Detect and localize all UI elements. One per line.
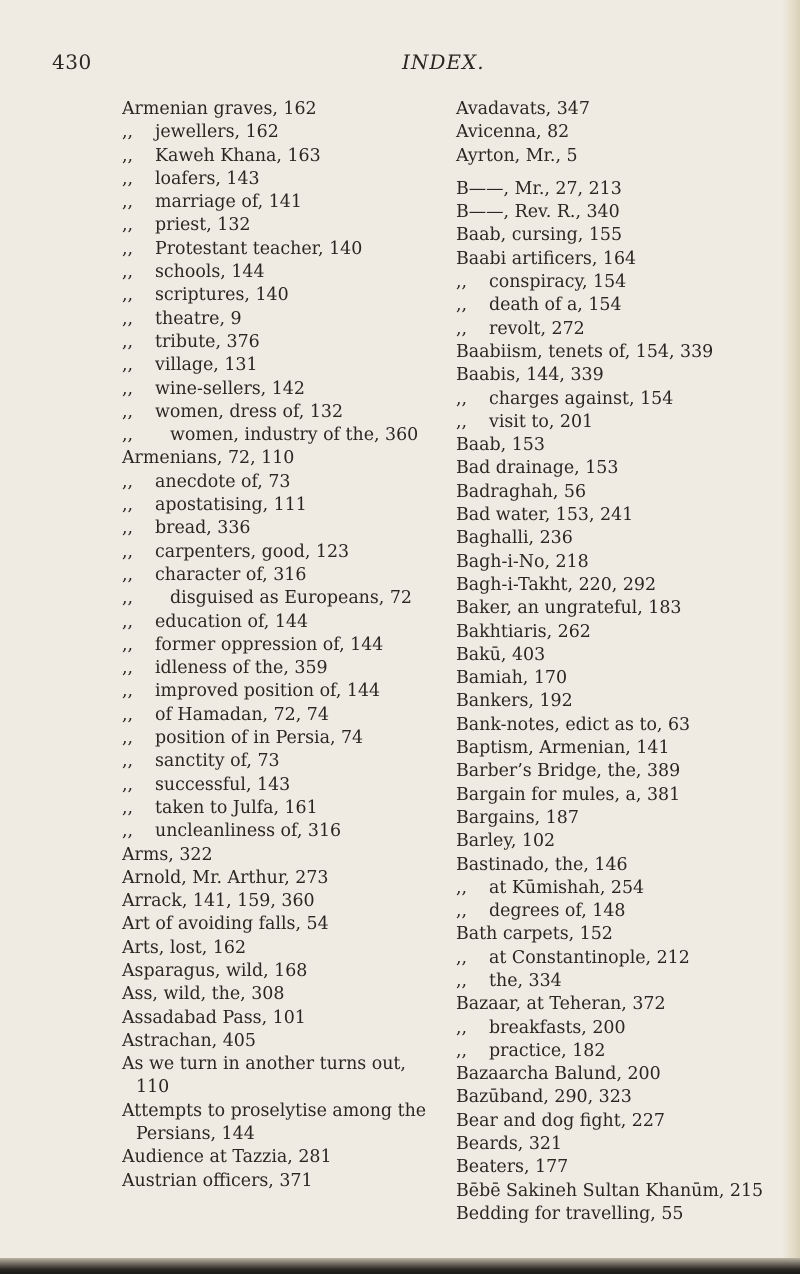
- entry-text: Bamiah, 170: [456, 668, 568, 689]
- entry-text: Baker, an ungrateful, 183: [456, 598, 682, 619]
- entry-text: conspiracy, 154: [489, 272, 627, 293]
- index-entry: [456, 201, 796, 224]
- entry-text: scriptures, 140: [155, 285, 289, 306]
- entry-text: Bazaarcha Balund, 200: [456, 1064, 661, 1085]
- entry-text: marriage of, 141: [155, 192, 302, 213]
- running-title: INDEX.: [402, 50, 485, 74]
- entry-text: As we turn in another turns out, 110: [122, 1054, 406, 1098]
- entry-text: Astrachan, 405: [122, 1030, 256, 1051]
- entry-text: Avicenna, 82: [456, 122, 570, 143]
- index-entry: [122, 937, 434, 960]
- entry-text: at Constantinople, 212: [489, 947, 690, 968]
- entry-text: Baab, cursing, 155: [456, 225, 623, 246]
- entry-text: Bedding for travelling, 55: [456, 1203, 684, 1224]
- entry-text: Baghalli, 236: [456, 528, 573, 549]
- entry-text: successful, 143: [155, 774, 291, 795]
- entry-text: Protestant teacher, 140: [155, 238, 363, 259]
- index-entry: [456, 527, 796, 550]
- entry-text: Bazūband, 290, 323: [456, 1087, 632, 1108]
- ditto-mark: ,,: [456, 272, 468, 293]
- entry-text: Asparagus, wild, 168: [122, 960, 308, 981]
- entry-text: Arnold, Mr. Arthur, 273: [122, 867, 329, 888]
- ditto-mark: ,,: [122, 401, 134, 422]
- entry-text: women, dress of, 132: [155, 401, 344, 422]
- index-subentry: [122, 331, 434, 354]
- entry-text: sanctity of, 73: [155, 751, 280, 772]
- index-subentry: [122, 378, 434, 401]
- entry-text: Baptism, Armenian, 141: [456, 738, 670, 759]
- index-entry: [122, 844, 434, 867]
- index-entry: [122, 913, 434, 936]
- ditto-mark: ,,: [122, 238, 134, 259]
- ditto-mark: ,,: [122, 331, 134, 352]
- entry-text: Badraghah, 56: [456, 481, 587, 502]
- index-subentry: [456, 411, 796, 434]
- entry-text: revolt, 272: [489, 318, 585, 339]
- index-subentry: [122, 308, 434, 331]
- entry-text: Bad drainage, 153: [456, 458, 619, 479]
- index-entry: [456, 504, 796, 527]
- index-subentry: [122, 401, 434, 424]
- entry-text: tribute, 376: [155, 331, 260, 352]
- ditto-mark: ,,: [122, 564, 134, 585]
- entry-text: jewellers, 162: [155, 122, 279, 143]
- entry-text: Austrian officers, 371: [122, 1170, 313, 1191]
- index-subentry: [456, 877, 796, 900]
- entry-text: education of, 144: [155, 611, 309, 632]
- ditto-mark: ,,: [122, 634, 134, 655]
- entry-text: Beaters, 177: [456, 1157, 569, 1178]
- index-subentry: [122, 284, 434, 307]
- ditto-mark: ,,: [122, 518, 134, 539]
- entry-text: uncleanliness of, 316: [155, 821, 342, 842]
- entry-text: Armenian graves, 162: [122, 99, 317, 119]
- index-entry: [456, 1133, 796, 1156]
- entry-text: visit to, 201: [489, 411, 594, 432]
- ditto-mark: ,,: [122, 355, 134, 376]
- entry-text: Ayrton, Mr., 5: [456, 145, 578, 166]
- entry-text: Bank-notes, edict as to, 63: [456, 714, 691, 735]
- entry-text: B——, Rev. R., 340: [456, 202, 620, 223]
- index-subentry: [456, 1040, 796, 1063]
- entry-text: loafers, 143: [155, 168, 260, 189]
- index-subentry: [122, 797, 434, 820]
- index-subentry: [122, 587, 434, 610]
- ditto-mark: ,,: [456, 947, 468, 968]
- ditto-mark: ,,: [456, 970, 468, 991]
- ditto-mark: ,,: [122, 751, 134, 772]
- index-subentry: [122, 774, 434, 797]
- index-column-left: [122, 98, 434, 1193]
- entry-text: Assadabad Pass, 101: [122, 1007, 306, 1028]
- entry-text: Bagh-i-Takht, 220, 292: [456, 574, 657, 595]
- index-entry: [456, 145, 796, 168]
- index-entry: [456, 178, 796, 201]
- entry-text: practice, 182: [489, 1040, 606, 1061]
- entry-text: Bargains, 187: [456, 807, 579, 828]
- entry-text: Bargain for mules, a, 381: [456, 784, 681, 805]
- entry-text: B——, Mr., 27, 213: [456, 178, 622, 199]
- index-subentry: [122, 820, 434, 843]
- ditto-mark: ,,: [122, 215, 134, 236]
- ditto-mark: ,,: [122, 495, 134, 516]
- ditto-mark: ,,: [456, 877, 468, 898]
- index-entry: [456, 737, 796, 760]
- ditto-mark: ,,: [122, 378, 134, 399]
- index-entry: [122, 890, 434, 913]
- ditto-mark: ,,: [122, 681, 134, 702]
- index-subentry: [122, 517, 434, 540]
- entry-text: Bankers, 192: [456, 691, 573, 712]
- index-entry: [456, 644, 796, 667]
- index-subentry: [456, 294, 796, 317]
- entry-text: Baabis, 144, 339: [456, 365, 604, 386]
- ditto-mark: ,,: [122, 774, 134, 795]
- entry-text: Arts, lost, 162: [122, 937, 247, 958]
- entry-text: Avadavats, 347: [456, 99, 590, 119]
- index-subentry: [122, 494, 434, 517]
- index-entry: [456, 457, 796, 480]
- index-column-right: [456, 98, 796, 1226]
- entry-text: Bear and dog fight, 227: [456, 1110, 665, 1131]
- index-subentry: [122, 541, 434, 564]
- entry-text: Baab, 153: [456, 435, 545, 456]
- index-entry: [456, 597, 796, 620]
- entry-text: wine-sellers, 142: [155, 378, 305, 399]
- index-subentry: [122, 704, 434, 727]
- entry-text: schools, 144: [155, 262, 265, 283]
- index-entry: [122, 98, 434, 121]
- ditto-mark: ,,: [122, 821, 134, 842]
- index-subentry: [122, 471, 434, 494]
- ditto-mark: ,,: [122, 425, 134, 446]
- entry-text: degrees of, 148: [489, 901, 626, 922]
- index-entry: [456, 224, 796, 247]
- entry-text: Baabi artificers, 164: [456, 248, 637, 269]
- entry-text: Bakhtiaris, 262: [456, 621, 591, 642]
- entry-text: Audience at Tazzia, 281: [122, 1147, 332, 1168]
- entry-text: charges against, 154: [489, 388, 674, 409]
- index-entry: [456, 121, 796, 144]
- entry-text: the, 334: [489, 970, 562, 991]
- ditto-mark: ,,: [456, 1040, 468, 1061]
- entry-text: disguised as Europeans, 72: [170, 588, 412, 609]
- entry-text: breakfasts, 200: [489, 1017, 626, 1038]
- index-entry: [456, 574, 796, 597]
- index-subentry: [122, 424, 434, 447]
- entry-text: Kaweh Khana, 163: [155, 145, 321, 166]
- index-entry: [456, 923, 796, 946]
- index-entry: [456, 1086, 796, 1109]
- index-entry: [122, 1053, 434, 1100]
- index-entry: [456, 784, 796, 807]
- index-entry: [456, 1180, 796, 1203]
- ditto-mark: ,,: [456, 411, 468, 432]
- index-subentry: [456, 900, 796, 923]
- index-subentry: [122, 564, 434, 587]
- index-subentry: [122, 261, 434, 284]
- ditto-mark: ,,: [122, 308, 134, 329]
- index-entry: [456, 248, 796, 271]
- entry-text: Baabiism, tenets of, 154, 339: [456, 341, 714, 362]
- index-entry: [456, 714, 796, 737]
- ditto-mark: ,,: [456, 295, 468, 316]
- index-subentry: [456, 947, 796, 970]
- ditto-mark: ,,: [122, 145, 134, 166]
- index-subentry: [456, 271, 796, 294]
- index-entry: [456, 551, 796, 574]
- entry-text: Beards, 321: [456, 1134, 563, 1155]
- index-subentry: [122, 657, 434, 680]
- index-subentry: [122, 214, 434, 237]
- ditto-mark: ,,: [456, 318, 468, 339]
- index-subentry: [122, 145, 434, 168]
- index-subentry: [122, 634, 434, 657]
- entry-text: taken to Julfa, 161: [155, 797, 318, 818]
- entry-text: death of a, 154: [489, 295, 622, 316]
- index-entry: [456, 667, 796, 690]
- ditto-mark: ,,: [122, 262, 134, 283]
- index-entry: [122, 1007, 434, 1030]
- index-entry: [456, 98, 796, 121]
- entry-text: village, 131: [155, 355, 258, 376]
- ditto-mark: ,,: [122, 192, 134, 213]
- index-entry: [456, 1063, 796, 1086]
- entry-text: character of, 316: [155, 564, 307, 585]
- index-entry: [456, 760, 796, 783]
- entry-text: position of in Persia, 74: [155, 728, 364, 749]
- ditto-mark: ,,: [122, 728, 134, 749]
- ditto-mark: ,,: [122, 588, 134, 609]
- entry-text: Bad water, 153, 241: [456, 505, 634, 526]
- ditto-mark: ,,: [122, 658, 134, 679]
- index-entry: [456, 807, 796, 830]
- index-entry: [456, 481, 796, 504]
- entry-text: Bazaar, at Teheran, 372: [456, 994, 666, 1015]
- page-header: [0, 50, 800, 80]
- ditto-mark: ,,: [122, 611, 134, 632]
- entry-text: at Kūmishah, 254: [489, 877, 645, 898]
- ditto-mark: ,,: [122, 168, 134, 189]
- index-subentry: [122, 238, 434, 261]
- entry-text: priest, 132: [155, 215, 251, 236]
- index-entry: [456, 830, 796, 853]
- index-entry: [122, 960, 434, 983]
- entry-text: Art of avoiding falls, 54: [122, 914, 329, 935]
- entry-text: Bagh-i-No, 218: [456, 551, 589, 572]
- index-entry: [122, 983, 434, 1006]
- entry-text: idleness of the, 359: [155, 658, 328, 679]
- ditto-mark: ,,: [122, 541, 134, 562]
- entry-text: apostatising, 111: [155, 495, 307, 516]
- entry-text: carpenters, good, 123: [155, 541, 350, 562]
- index-subentry: [456, 1017, 796, 1040]
- index-subentry: [122, 611, 434, 634]
- entry-text: Attempts to proselytise among the Persians, 144: [122, 1100, 427, 1145]
- entry-text: Barley, 102: [456, 831, 556, 852]
- entry-text: improved position of, 144: [155, 681, 381, 702]
- entry-text: Bēbē Sakineh Sultan Khanūm, 215: [456, 1180, 764, 1201]
- index-entry: [122, 1170, 434, 1193]
- entry-text: Ass, wild, the, 308: [122, 984, 285, 1005]
- page-number: 430: [52, 50, 92, 74]
- scan-bottom-edge: [0, 1258, 800, 1274]
- index-subentry: [122, 750, 434, 773]
- entry-text: theatre, 9: [155, 308, 242, 329]
- index-entry: [456, 1203, 796, 1226]
- index-entry: [456, 341, 796, 364]
- entry-text: former oppression of, 144: [155, 634, 384, 655]
- index-subentry: [122, 191, 434, 214]
- index-subentry: [122, 168, 434, 191]
- ditto-mark: ,,: [456, 1017, 468, 1038]
- index-entry: [456, 621, 796, 644]
- ditto-mark: ,,: [122, 122, 134, 143]
- index-subentry: [122, 354, 434, 377]
- ditto-mark: ,,: [122, 704, 134, 725]
- ditto-mark: ,,: [456, 388, 468, 409]
- index-entry: [122, 1146, 434, 1169]
- index-subentry: [122, 121, 434, 144]
- entry-text: of Hamadan, 72, 74: [155, 704, 329, 725]
- entry-text: Bastinado, the, 146: [456, 854, 628, 875]
- entry-text: Armenians, 72, 110: [122, 448, 295, 469]
- entry-text: Arms, 322: [122, 844, 213, 865]
- index-entry: [122, 1100, 434, 1147]
- entry-text: bread, 336: [155, 518, 251, 539]
- index-entry: [456, 993, 796, 1016]
- index-entry: [456, 854, 796, 877]
- ditto-mark: ,,: [122, 797, 134, 818]
- index-entry: [456, 1156, 796, 1179]
- entry-text: Bakū, 403: [456, 644, 546, 665]
- entry-text: anecdote of, 73: [155, 471, 291, 492]
- index-subentry: [456, 970, 796, 993]
- index-subentry: [122, 680, 434, 703]
- entry-text: Bath carpets, 152: [456, 924, 613, 945]
- index-subentry: [456, 318, 796, 341]
- index-entry: [122, 1030, 434, 1053]
- index-entry: [456, 434, 796, 457]
- index-entry: [122, 447, 434, 470]
- entry-text: women, industry of the, 360: [170, 425, 419, 446]
- index-entry: [456, 364, 796, 387]
- entry-text: Barber’s Bridge, the, 389: [456, 761, 681, 782]
- index-entry: [456, 690, 796, 713]
- index-subentry: [122, 727, 434, 750]
- index-entry: [456, 1110, 796, 1133]
- ditto-mark: ,,: [122, 471, 134, 492]
- index-subentry: [456, 388, 796, 411]
- index-entry: [122, 867, 434, 890]
- ditto-mark: ,,: [122, 285, 134, 306]
- entry-text: Arrack, 141, 159, 360: [122, 891, 315, 912]
- ditto-mark: ,,: [456, 901, 468, 922]
